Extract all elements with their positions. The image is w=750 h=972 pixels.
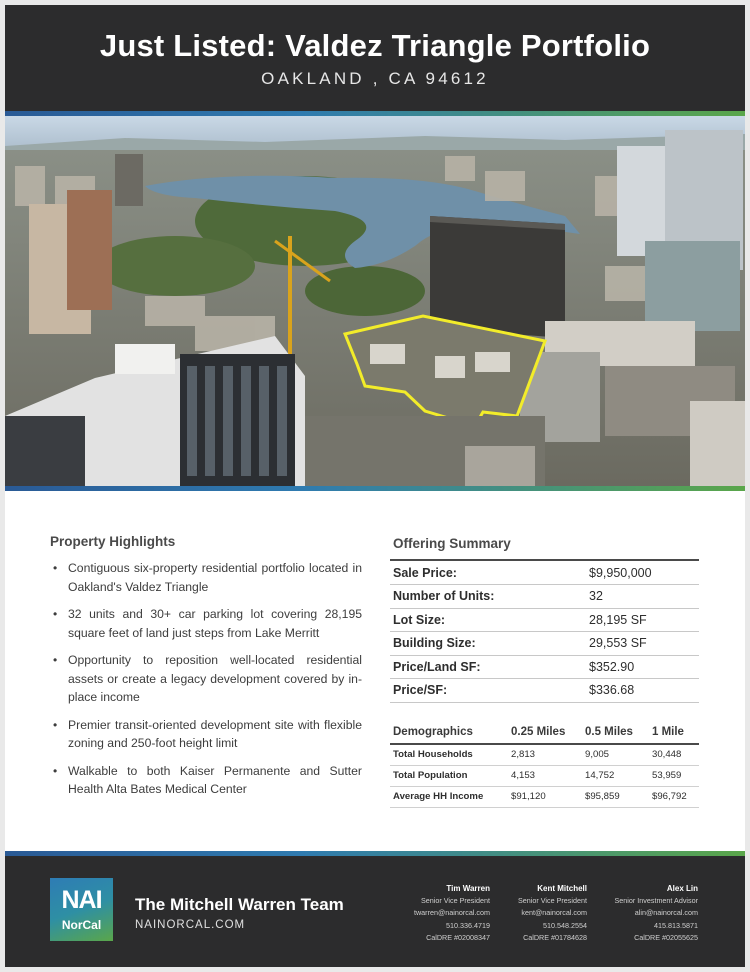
offering-value: 28,195 SF	[586, 608, 699, 632]
team-name: The Mitchell Warren Team	[135, 895, 344, 914]
table-row	[390, 585, 699, 609]
website-link[interactable]: NAINORCAL.COM	[135, 919, 246, 931]
contact-phone[interactable]: 415.813.5871	[654, 920, 698, 930]
table-row	[390, 608, 699, 632]
demographics-header: 0.5 Miles	[585, 725, 633, 738]
offering-value: $9,950,000	[586, 561, 699, 585]
location-subtitle: OAKLAND , CA 94612	[261, 69, 489, 88]
offering-label: Number of Units:	[390, 585, 586, 609]
table-header-row	[390, 720, 699, 744]
table-row	[390, 765, 699, 786]
offering-value: $352.90	[586, 655, 699, 679]
contact-name: Alex Lin	[666, 884, 698, 893]
demographics-cell: 4,153	[508, 765, 582, 786]
aerial-photo-illustration	[5, 116, 745, 486]
bullet-icon: •	[53, 763, 58, 778]
offering-table	[390, 561, 699, 703]
demographics-cell: 53,959	[649, 765, 699, 786]
table-row	[390, 655, 699, 679]
offering-label: Building Size:	[390, 632, 586, 656]
offering-label: Sale Price:	[390, 561, 586, 585]
contact-license: CalDRE #01784628	[523, 932, 587, 942]
accent-stripe-middle	[5, 486, 745, 491]
demographics-cell: $91,120	[508, 786, 582, 807]
table-row	[390, 679, 699, 703]
offering-value: 32	[586, 585, 699, 609]
highlight-item: • Premier transit-oriented development site with flexible zoning and 250-foot height limit	[53, 717, 362, 750]
logo-top-text: NAI	[61, 886, 102, 914]
highlight-item: • 32 units and 30+ car parking lot covering 28,195 square feet of land just steps from Lake Merritt	[53, 607, 362, 640]
contact-name: Kent Mitchell	[537, 884, 587, 893]
contact-license: CalDRE #02008347	[426, 932, 490, 942]
contact-card	[518, 883, 587, 944]
demographics-label: Total Households	[390, 744, 508, 765]
demographics-header: 0.25 Miles	[511, 725, 566, 738]
contact-email[interactable]: kent@nainorcal.com	[521, 908, 587, 918]
contact-title: Senior Vice President	[421, 896, 490, 906]
bullet-icon: •	[53, 561, 58, 575]
highlights-title: Property Highlights	[50, 534, 176, 549]
demographics-cell: 14,752	[582, 765, 649, 786]
highlight-item: • Opportunity to reposition well-located residential assets or create a legacy development covered by in-place income	[53, 653, 362, 704]
demographics-table	[390, 720, 699, 808]
demographics-header: 1 Mile	[652, 725, 684, 738]
contact-phone[interactable]: 510.548.2554	[543, 920, 587, 930]
page-title: Just Listed: Valdez Triangle Portfolio	[99, 28, 651, 63]
contact-email[interactable]: alin@nainorcal.com	[634, 908, 698, 918]
table-row	[390, 786, 699, 807]
highlight-item: • Walkable to both Kaiser Permanente and Sutter Health Alta Bates Medical Center	[53, 763, 362, 796]
offering-value: 29,553 SF	[586, 632, 699, 656]
header-banner	[5, 5, 745, 111]
highlights-list	[50, 559, 362, 808]
bullet-icon: •	[53, 653, 58, 667]
logo-bottom-text: NorCal	[61, 918, 102, 932]
contact-card	[615, 883, 699, 944]
nai-norcal-logo	[50, 878, 113, 941]
offering-value: $336.68	[586, 679, 699, 703]
aerial-photo	[5, 116, 745, 486]
footer	[5, 856, 745, 967]
demographics-header: Demographics	[393, 725, 473, 738]
contact-title: Senior Vice President	[518, 896, 587, 906]
table-row	[390, 744, 699, 765]
bullet-icon: •	[53, 607, 58, 621]
offering-label: Price/SF:	[390, 679, 586, 703]
offering-title: Offering Summary	[393, 536, 511, 551]
bullet-icon: •	[53, 717, 58, 732]
contact-title: Senior Investment Advisor	[614, 896, 698, 906]
demographics-label: Total Population	[390, 765, 508, 786]
demographics-cell: $96,792	[649, 786, 699, 807]
flyer-page	[5, 5, 745, 967]
demographics-cell: 30,448	[649, 744, 699, 765]
contact-phone[interactable]: 510.336.4719	[446, 920, 490, 930]
demographics-cell: 9,005	[582, 744, 649, 765]
contact-license: CalDRE #02055625	[634, 932, 698, 942]
demographics-cell: $95,859	[582, 786, 649, 807]
highlight-item: • Contiguous six-property residential portfolio located in Oakland's Valdez Triangle	[53, 561, 362, 594]
contact-email[interactable]: twarren@nainorcal.com	[413, 908, 490, 918]
offering-label: Price/Land SF:	[390, 655, 586, 679]
offering-label: Lot Size:	[390, 608, 586, 632]
contact-card	[414, 883, 490, 944]
demographics-cell: 2,813	[508, 744, 582, 765]
table-row	[390, 632, 699, 656]
demographics-label: Average HH Income	[390, 786, 508, 807]
table-row	[390, 561, 699, 585]
contact-name: Tim Warren	[446, 884, 490, 893]
